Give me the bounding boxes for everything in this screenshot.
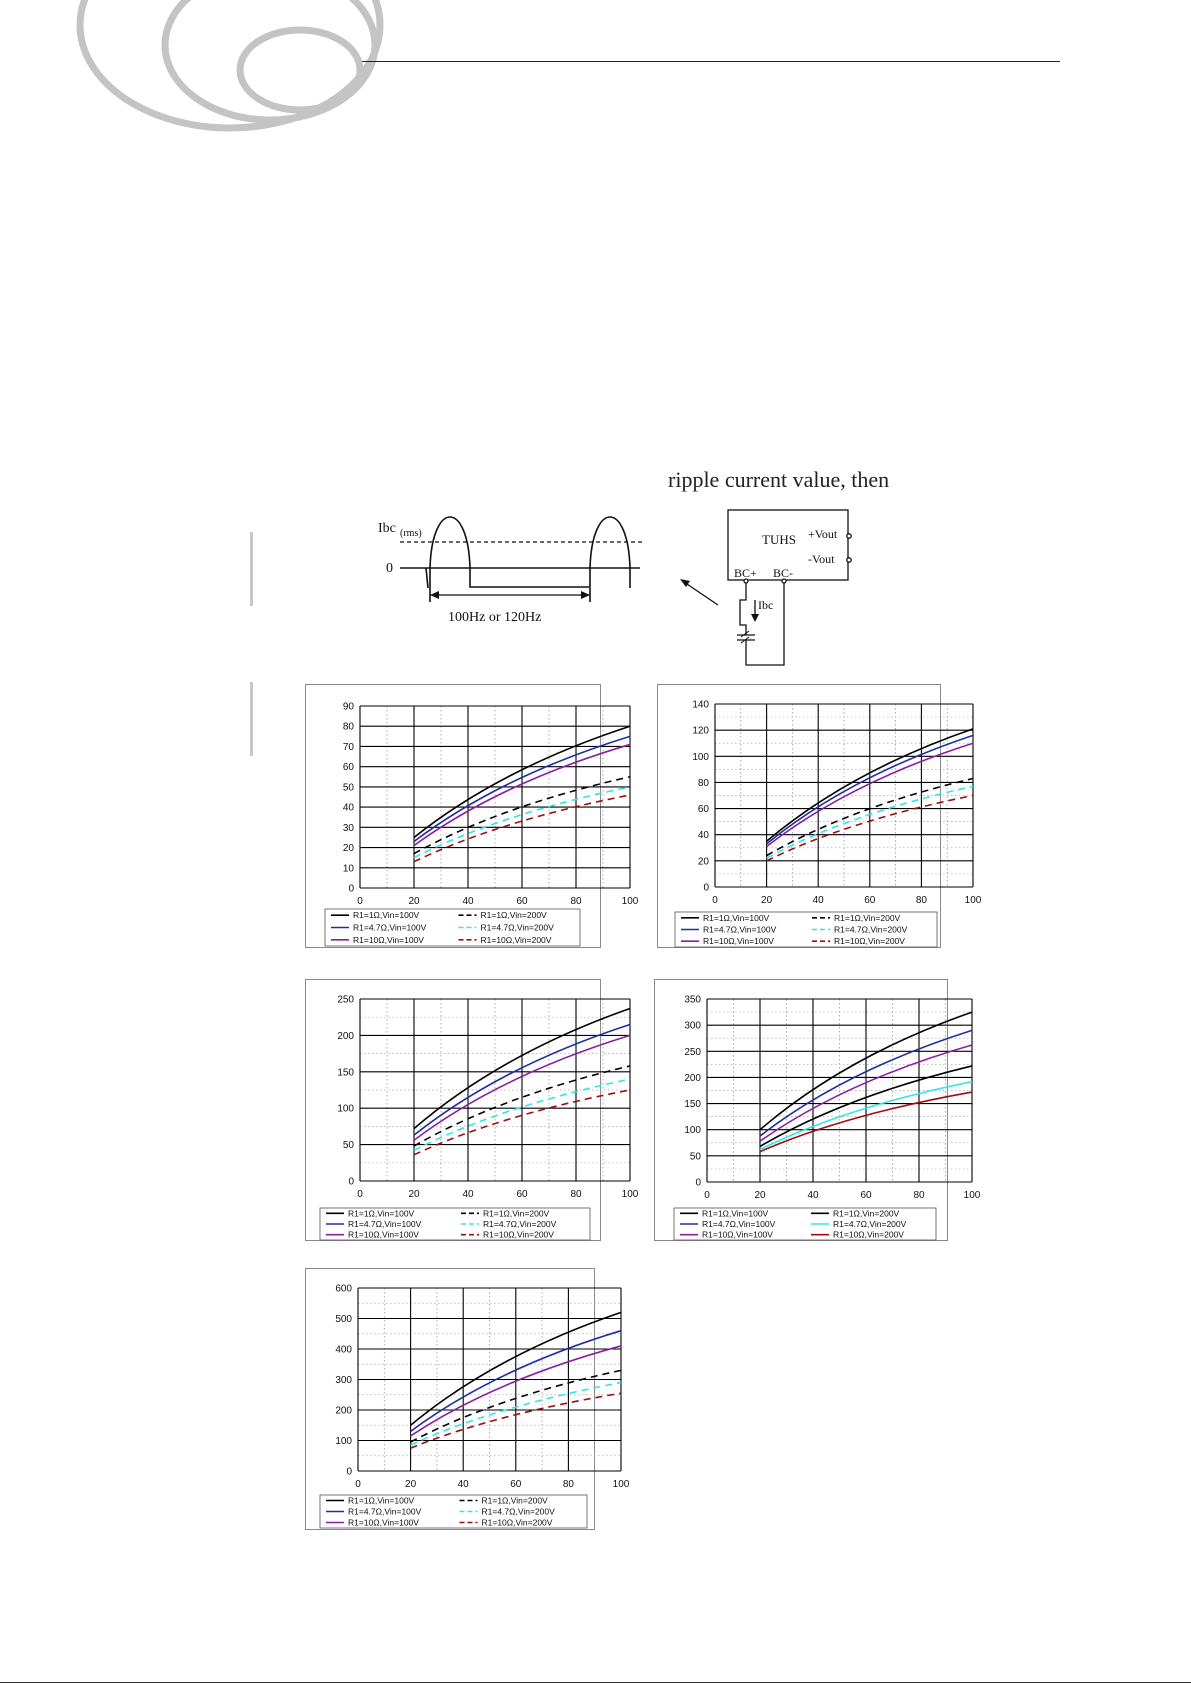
legend-entry: R1=1Ω,Vin=200V xyxy=(480,910,547,921)
chart-panel-2 xyxy=(657,684,982,948)
y-tick-label: 100 xyxy=(684,1125,701,1137)
y-tick-label: 140 xyxy=(692,699,709,711)
legend-entry: R1=1Ω,Vin=100V xyxy=(703,912,770,923)
x-tick-label: 40 xyxy=(807,1190,819,1201)
y-tick-label: 500 xyxy=(335,1314,352,1325)
x-tick-label: 60 xyxy=(860,1190,872,1201)
legend-entry: R1=1Ω,Vin=100V xyxy=(348,1495,415,1506)
legend-entry: R1=4.7Ω,Vin=100V xyxy=(702,1219,776,1229)
y-tick-label: 100 xyxy=(337,1103,354,1115)
legend-entry: R1=4.7Ω,Vin=100V xyxy=(703,924,777,935)
x-tick-label: 40 xyxy=(812,895,824,906)
y-tick-label: 200 xyxy=(337,1030,354,1042)
vout-plus-label: +Vout xyxy=(808,527,838,541)
legend-entry: R1=4.7Ω,Vin=100V xyxy=(353,922,427,933)
ibc-label: Ibc xyxy=(378,521,396,536)
y-tick-label: 100 xyxy=(692,751,709,763)
ibc-subscript: (rms) xyxy=(400,528,422,539)
clipped-heading xyxy=(668,467,890,492)
y-tick-label: 600 xyxy=(335,1283,352,1295)
legend-entry: R1=1Ω,Vin=200V xyxy=(834,912,901,923)
ripple-chart-4 xyxy=(654,979,981,1241)
legend-entry: R1=10Ω,Vin=200V xyxy=(833,1229,904,1240)
ripple-current-diagram xyxy=(360,500,880,670)
x-tick-label: 40 xyxy=(462,1189,474,1200)
x-tick-label: 20 xyxy=(761,895,773,906)
y-tick-label: 100 xyxy=(335,1436,352,1447)
x-tick-label: 60 xyxy=(516,896,528,907)
legend-entry: R1=1Ω,Vin=200V xyxy=(483,1208,550,1219)
y-tick-label: 120 xyxy=(692,725,709,737)
chart-panel-5 xyxy=(305,1268,630,1530)
ripple-chart-2 xyxy=(657,684,982,948)
sidebar-mark xyxy=(250,532,253,606)
legend-entry: R1=4.7Ω,Vin=100V xyxy=(348,1506,422,1517)
y-tick-label: 50 xyxy=(342,782,354,794)
x-tick-label: 80 xyxy=(570,1189,582,1200)
x-tick-label: 80 xyxy=(570,896,582,907)
x-tick-label: 0 xyxy=(357,896,363,907)
vout-minus-label: -Vout xyxy=(808,552,835,566)
y-tick-label: 250 xyxy=(337,994,354,1006)
y-tick-label: 0 xyxy=(348,883,354,895)
x-tick-label: 80 xyxy=(915,895,927,906)
legend-entry: R1=10Ω,Vin=200V xyxy=(834,936,905,947)
chart-frame xyxy=(306,1269,595,1530)
y-tick-label: 60 xyxy=(342,762,354,774)
ripple-chart-3 xyxy=(305,979,639,1241)
header-rule xyxy=(362,61,1060,62)
y-tick-label: 50 xyxy=(342,1140,354,1152)
bc-minus-label: BC- xyxy=(773,566,794,580)
x-tick-label: 0 xyxy=(712,895,718,906)
y-tick-label: 150 xyxy=(684,1099,701,1111)
y-tick-label: 0 xyxy=(346,1466,352,1478)
x-tick-label: 100 xyxy=(621,896,639,907)
legend-entry: R1=1Ω,Vin=200V xyxy=(481,1495,548,1506)
legend-entry: R1=4.7Ω,Vin=200V xyxy=(481,1506,555,1517)
x-tick-label: 60 xyxy=(510,1479,522,1490)
y-tick-label: 20 xyxy=(342,843,354,855)
legend-entry: R1=10Ω,Vin=100V xyxy=(703,936,774,947)
legend-entry: R1=1Ω,Vin=100V xyxy=(702,1208,769,1219)
y-tick-label: 40 xyxy=(342,802,354,814)
x-tick-label: 100 xyxy=(612,1479,630,1490)
chart-panel-1 xyxy=(305,684,639,948)
y-tick-label: 40 xyxy=(697,830,709,842)
y-tick-label: 10 xyxy=(342,863,354,875)
ripple-waveform xyxy=(400,517,642,602)
legend-entry: R1=4.7Ω,Vin=200V xyxy=(833,1219,907,1229)
x-tick-label: 60 xyxy=(516,1189,528,1200)
y-tick-label: 0 xyxy=(703,882,709,894)
y-tick-label: 30 xyxy=(342,822,354,834)
x-tick-label: 20 xyxy=(408,896,420,907)
x-tick-label: 100 xyxy=(621,1189,639,1200)
legend-entry: R1=4.7Ω,Vin=200V xyxy=(483,1219,557,1229)
y-tick-label: 200 xyxy=(684,1072,701,1084)
y-tick-label: 90 xyxy=(342,701,354,713)
x-tick-label: 0 xyxy=(357,1189,363,1200)
legend-entry: R1=10Ω,Vin=100V xyxy=(702,1229,773,1240)
bc-plus-label: BC+ xyxy=(734,566,757,580)
legend-entry: R1=4.7Ω,Vin=200V xyxy=(834,924,908,935)
company-logo xyxy=(70,0,330,135)
legend-entry: R1=10Ω,Vin=200V xyxy=(481,1517,553,1528)
y-tick-label: 80 xyxy=(342,721,354,733)
legend-entry: R1=10Ω,Vin=100V xyxy=(353,934,424,945)
x-tick-label: 100 xyxy=(963,1190,981,1201)
legend-entry: R1=10Ω,Vin=200V xyxy=(483,1229,554,1240)
x-tick-label: 20 xyxy=(754,1190,766,1201)
y-tick-label: 350 xyxy=(684,994,701,1006)
y-tick-label: 70 xyxy=(342,741,354,753)
y-tick-label: 150 xyxy=(337,1067,354,1079)
legend-entry: R1=10Ω,Vin=200V xyxy=(480,934,552,945)
y-tick-label: 80 xyxy=(697,777,709,789)
legend-entry: R1=10Ω,Vin=100V xyxy=(348,1517,419,1528)
clipped-heading-text: ripple current value, then xyxy=(668,467,890,492)
x-tick-label: 80 xyxy=(562,1479,574,1490)
x-tick-label: 80 xyxy=(913,1190,925,1201)
legend-entry: R1=1Ω,Vin=100V xyxy=(348,1208,415,1219)
y-tick-label: 0 xyxy=(348,1176,354,1188)
y-tick-label: 0 xyxy=(695,1177,701,1189)
legend-entry: R1=4.7Ω,Vin=200V xyxy=(480,922,554,933)
ripple-chart-1 xyxy=(305,684,639,948)
zero-label: 0 xyxy=(386,561,393,576)
frequency-label: 100Hz or 120Hz xyxy=(448,610,542,625)
y-tick-label: 200 xyxy=(335,1405,352,1417)
y-tick-label: 300 xyxy=(684,1020,701,1032)
y-tick-label: 50 xyxy=(689,1151,701,1163)
sidebar-mark xyxy=(250,682,253,756)
x-tick-label: 20 xyxy=(405,1479,417,1490)
legend-entry: R1=4.7Ω,Vin=100V xyxy=(348,1219,422,1229)
legend-entry: R1=1Ω,Vin=200V xyxy=(833,1208,900,1219)
x-tick-label: 40 xyxy=(462,896,474,907)
x-tick-label: 60 xyxy=(864,895,876,906)
x-tick-label: 100 xyxy=(964,895,982,906)
module-label: TUHS xyxy=(762,532,796,547)
chart-panel-3 xyxy=(305,979,639,1241)
y-tick-label: 400 xyxy=(335,1344,352,1356)
y-tick-label: 60 xyxy=(697,804,709,816)
y-tick-label: 20 xyxy=(697,856,709,868)
bottom-rule xyxy=(0,1682,1191,1683)
chart-panel-4 xyxy=(654,979,981,1241)
x-tick-label: 40 xyxy=(457,1479,469,1490)
legend-entry: R1=1Ω,Vin=100V xyxy=(353,910,420,921)
x-tick-label: 0 xyxy=(355,1479,361,1490)
y-tick-label: 250 xyxy=(684,1046,701,1058)
y-tick-label: 300 xyxy=(335,1375,352,1386)
ripple-chart-5 xyxy=(305,1268,630,1530)
current-label: Ibc xyxy=(758,598,774,612)
x-tick-label: 0 xyxy=(704,1190,710,1201)
legend-entry: R1=10Ω,Vin=100V xyxy=(348,1229,419,1240)
x-tick-label: 20 xyxy=(408,1189,420,1200)
